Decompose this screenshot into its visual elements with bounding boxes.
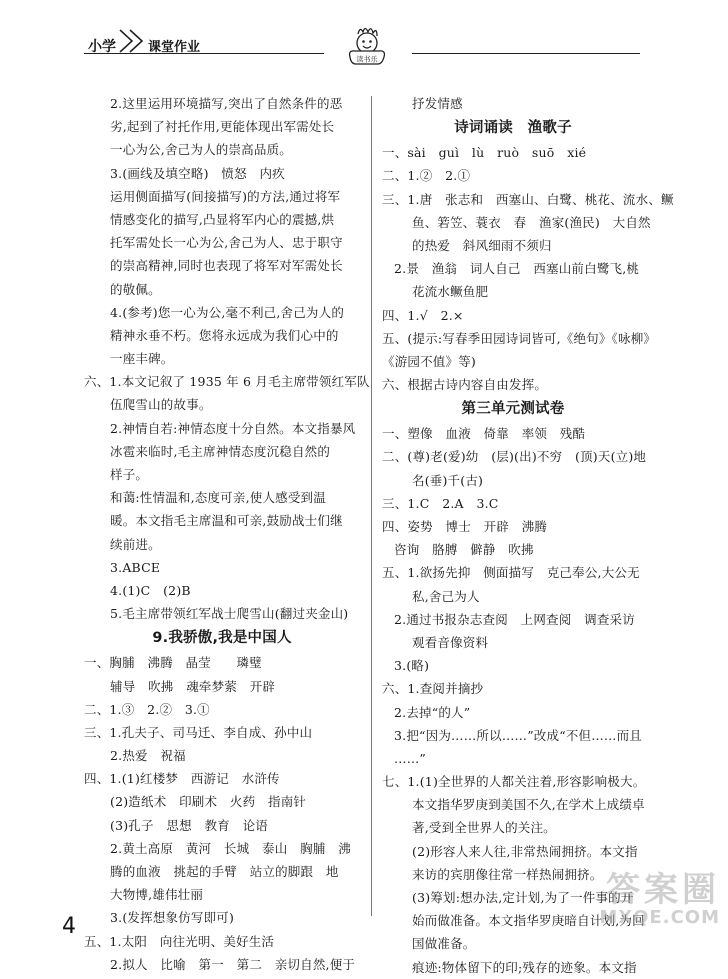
answer-line: (3)孔子 思想 教育 论语 [110,817,269,833]
section-heading: 第三单元测试卷 [461,401,565,418]
answer-line: 三、1.孔夫子、司马迁、李自成、孙中山 [84,724,313,740]
answer-line: 劣,起到了衬托作用,更能体现出军需处长 [110,119,335,135]
header-title: 课堂作业 [148,40,201,55]
answer-line: 四、姿势 博士 开辟 沸腾 [382,519,548,534]
answer-line: 一心为公,舍己为人的崇高品质。 [110,142,292,158]
double-chevron-icon [118,28,148,54]
watermark-logo [599,872,720,928]
answer-line: 五、1.太阳 向往光明、美好生活 [84,933,275,949]
answer-line: 的崇高精神,同时也表现了将军对军需处长 [110,258,343,274]
answer-line: 六、根据古诗内容自由发挥。 [382,377,548,393]
header-rule-left [84,53,324,54]
answer-line: 2.这里运用环境描写,突出了自然条件的恶 [110,96,343,111]
header-rule-right [412,53,640,54]
answer-line: 3.(画线及填空略) 愤怒 内疚 [110,165,285,181]
answer-line: ……” [394,750,426,766]
answer-line: 痕迹:物体留下的印;残存的迹象。本文指 [412,959,637,975]
answer-line: 2.去掉“的人” [394,704,471,720]
answer-line: 二、1.③ 2.② 3.① [84,701,210,717]
answer-line: 3.(略) [394,658,430,674]
header-school-label: 小学 [88,39,116,55]
answer-line: 三、1.唐 张志和 西塞山、白鹭、桃花、流水、鳜 [382,191,674,207]
answer-line: 名(垂)千(古) [412,472,484,488]
page-number: 4 [62,914,76,939]
answer-line: 腾的血液 挑起的手臂 站立的脚跟 地 [110,864,339,879]
answer-line: 样子。 [110,467,149,482]
answer-line: 一、sài guì lù ruò suō xié [382,145,587,161]
answer-line: 始而做准备。本文指华罗庚暗自计划,为回 [412,913,645,929]
section-heading: 9.我骄傲,我是中国人 [152,630,292,647]
answer-line: 六、1.查阅并摘抄 [382,681,484,697]
answer-line: (2)造纸术 印刷术 火药 指南针 [110,794,307,810]
answer-line: 四、1.√ 2.× [382,307,464,323]
answer-line: 七、1.(1)全世界的人都关注着,形容影响极大。 [382,774,646,790]
answer-line: 的热爱 斜风细雨不须归 [412,237,552,253]
answer-line: 3.把“因为……所以……”改成“不但……而且 [394,727,642,743]
answer-line: 抒发情感 [412,96,463,111]
answer-line: 辅导 吹拂 魂牵梦萦 开辟 [110,678,276,694]
answer-line: 冰雹来临时,毛主席神情态度沉稳自然的 [110,443,331,459]
answer-line: 六、1.本文记叙了 1935 年 6 月毛主席带领红军队 [84,374,370,390]
answer-line: 运用侧面描写(间接描写)的方法,通过将军 [110,188,341,204]
answer-line: 私,舍己为人 [412,588,480,604]
answer-line: 的敬佩。 [110,281,161,297]
answer-line: 本文指华罗庚到美国不久,在学术上成绩卓 [412,797,645,813]
answer-line: 一、塑像 血液 倚靠 率领 残酷 [382,426,586,442]
watermark-title: 答案圈 [606,870,720,910]
answer-line: 五、(提示:写春季田园诗词皆可,《绝句》《咏柳》 [382,330,657,346]
answer-line: 五、1.欲扬先抑 侧面描写 克己奉公,大公无 [382,565,640,581]
answer-line: 花流水鳜鱼肥 [412,284,489,300]
answer-line: 2.景 渔翁 词人自己 西塞山前白鹭飞,桃 [394,261,640,277]
answer-line: (2)形容人来人往,非常热闹拥挤。本文指 [412,843,638,859]
answer-line: 著,受到全世界人的关注。 [412,820,556,836]
answer-line: 国做准备。 [412,936,476,952]
answer-line: 5.毛主席带领红军战士爬雪山(翻过夹金山) [110,606,349,622]
reading-mascot-icon [344,24,390,70]
answer-line: 精神永垂不朽。您将永远成为我们心中的 [110,327,339,343]
answer-line: 二、1.② 2.① [382,168,471,184]
answer-line: 和蔼:性情温和,态度可亲,使人感受到温 [110,490,326,506]
answer-line: 3.(发挥想象仿写即可) [110,910,235,926]
answer-line: 3.ABCE [110,559,161,575]
answer-line: 伍爬雪山的故事。 [110,397,212,413]
answer-line: 一、胸脯 沸腾 晶莹 璘璧 [84,655,262,671]
answer-line: 2.神情自若:神情态度十分自然。本文指暴风 [110,420,356,436]
answer-line: 鱼、箬笠、蓑衣 春 渔家(渔民) 大自然 [412,214,651,230]
page-header [0,0,728,70]
answer-line: 情感变化的描写,凸显将军内心的震撼,烘 [110,211,335,227]
answer-line: 来访的宾朋像往常一样热闹拥挤。 [412,866,603,882]
answer-line: 二、(尊)老(爱)幼 (层)(出)不穷 (顶)天(立)地 [382,449,647,465]
answer-line: 4.(参考)您一心为公,毫不利己,舍己为人的 [110,304,345,320]
answer-line: 暖。本文指毛主席温和可亲,鼓励战士们继 [110,513,343,529]
answer-line: 2.通过书报杂志查阅 上网查阅 调查采访 [394,611,635,627]
watermark-url: MXQE.COM [599,907,720,928]
answer-line: 四、1.(1)红楼梦 西游记 水浒传 [84,771,280,787]
answer-line: (3)筹划:想办法,定计划,为了一件事的开 [412,890,634,905]
answer-line: 《游园不值》等) [382,353,476,369]
answer-line: 大物博,雄伟壮丽 [110,887,204,903]
answer-line: 一座丰碑。 [110,351,174,367]
answer-line: 4.(1)C (2)B [110,582,191,598]
answer-line: 2.黄土高原 黄河 长城 泰山 胸脯 沸 [110,840,351,856]
mascot-caption: 读书乐 [356,55,378,64]
answer-line: 2.拟人 比喻 第一 第二 亲切自然,便于 [110,956,356,972]
column-divider [371,96,372,916]
answer-line: 咨询 胳膊 僻静 吹拂 [394,542,534,558]
answer-line: 续前进。 [110,536,161,552]
answer-line: 观看音像资料 [412,634,489,650]
answer-line: 2.热爱 祝福 [110,748,186,764]
answer-line: 三、1.C 2.A 3.C [382,495,499,511]
left-column [84,92,370,976]
answer-line: 托军需处长一心为公,舍己为人、忠于职守 [110,235,343,251]
section-heading: 诗词诵读 渔歌子 [454,120,572,137]
